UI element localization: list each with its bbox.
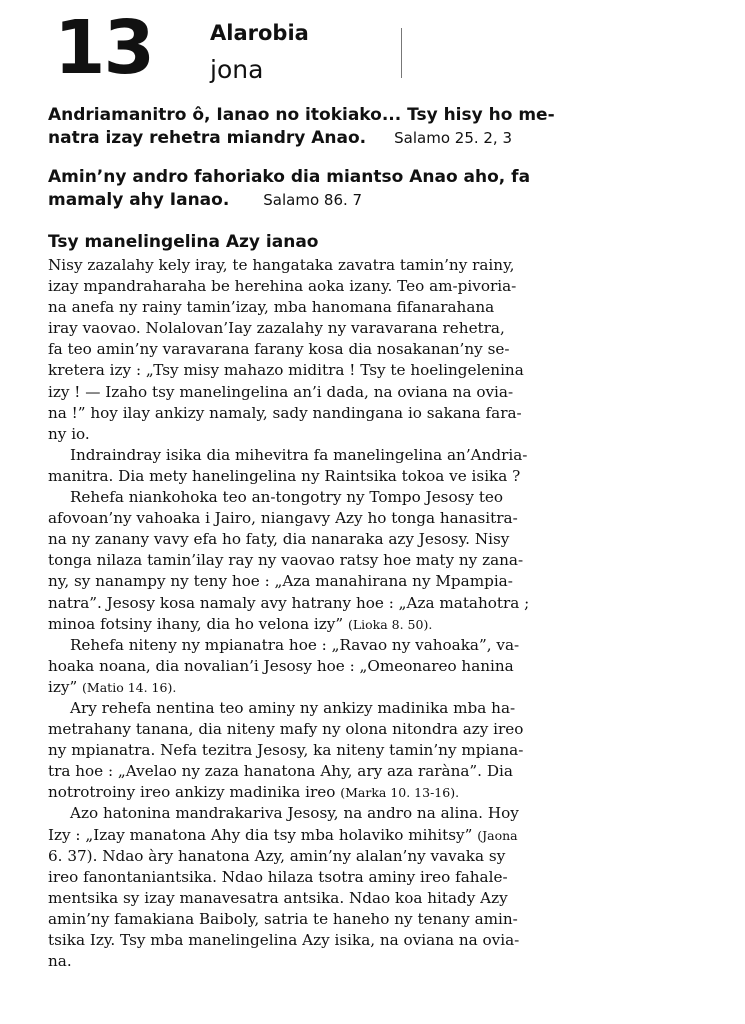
verse-line: Amin’ny andro fahoriako dia miantso Anao aho, fa bbox=[48, 167, 531, 187]
article-line-text: na anefa ny rainy tamin’izay, mba hanomana fifanarahana bbox=[48, 298, 495, 317]
article-line bbox=[48, 571, 693, 592]
article-line-text: hoaka noana, dia novalian’i Jesosy hoe : „Omeonareo hanina bbox=[48, 656, 514, 675]
article-line-text: ny mpianatra. Nefa tezitra Jesosy, ka niteny tamin’ny mpiana- bbox=[48, 741, 524, 760]
article-line-text: manitra. Dia mety hanelingelina ny Raintsika tokoa ve isika ? bbox=[48, 466, 521, 485]
article-line bbox=[48, 339, 693, 360]
article-line-text: notrotroiny ireo ankizy madinika ireo bbox=[48, 783, 336, 802]
scripture-citation: (Jaona bbox=[477, 827, 518, 843]
article-line-text: iray vaovao. Nolalovan’Iay zazalahy ny varavarana rehetra, bbox=[48, 319, 505, 338]
article-line-text: ireo fanontaniantsika. Ndao hilaza tsotra aminy ireo fahale- bbox=[48, 867, 508, 886]
article-line bbox=[48, 888, 693, 909]
verse-quote bbox=[48, 104, 698, 150]
scripture-citation: (Lioka 8. 50). bbox=[347, 616, 433, 632]
header-divider bbox=[401, 28, 402, 78]
article-line-text: Azo hatonina mandrakariva Jesosy, na andro na alina. Hoy bbox=[70, 804, 519, 823]
article-line bbox=[48, 951, 693, 972]
article-line bbox=[48, 550, 693, 571]
article-line bbox=[48, 318, 693, 339]
article-line bbox=[48, 403, 693, 424]
article-line-text: Indraindray isika dia mihevitra fa manelingelina an’Andria- bbox=[70, 445, 528, 464]
article-line-text: tsika Izy. Tsy mba manelingelina Azy isika, na oviana na ovia- bbox=[48, 931, 520, 949]
article-line bbox=[48, 635, 693, 656]
article-line bbox=[48, 656, 693, 677]
article-line-text: na. bbox=[48, 952, 72, 971]
verse-reference: Salamo 25. 2, 3 bbox=[394, 129, 513, 147]
page-header bbox=[0, 0, 745, 100]
article-line-text: izy” bbox=[48, 677, 78, 696]
article-line bbox=[48, 487, 693, 508]
month-label: jona bbox=[210, 55, 264, 84]
article-line bbox=[48, 297, 693, 318]
article-line bbox=[48, 846, 693, 867]
article-title: Tsy manelingelina Azy ianao bbox=[48, 232, 319, 252]
article-line-text: amin’ny famakiana Baiboly, satria te haneho ny tenany amin- bbox=[48, 909, 518, 928]
article-line bbox=[48, 930, 693, 951]
article-line bbox=[48, 698, 693, 719]
article-line-text: ny, sy nanampy ny teny hoe : „Aza manahirana ny Mpampia- bbox=[48, 572, 513, 591]
article-line-text: Izy : „Izay manatona Ahy dia tsy mba holaviko mihitsy” bbox=[48, 825, 473, 844]
article-line bbox=[48, 614, 693, 635]
verse-reference: Salamo 86. 7 bbox=[263, 191, 363, 209]
weekday-label: Alarobia bbox=[210, 21, 309, 45]
article-line bbox=[48, 740, 693, 761]
article-line-text: kretera izy : „Tsy misy mahazo miditra ! Tsy te hoelingelenina bbox=[48, 361, 524, 380]
scripture-citation: (Marka 10. 13-16). bbox=[340, 785, 460, 801]
article-body bbox=[48, 255, 693, 972]
day-number: 13 bbox=[54, 5, 153, 91]
article-line-text: Ary rehefa nentina teo aminy ny ankizy madinika mba ha- bbox=[70, 698, 516, 717]
article-line bbox=[48, 909, 693, 930]
article-line-text: na !” hoy ilay ankizy namaly, sady nandingana io sakana fara- bbox=[48, 403, 522, 422]
article-line-text: fa teo amin’ny varavarana farany kosa dia nosakanan’ny se- bbox=[48, 340, 510, 359]
verse-line: natra izay rehetra miandry Anao. Salamo 25. 2, 3 bbox=[48, 128, 513, 148]
article-line bbox=[48, 761, 693, 782]
article-line-text: metrahany tanana, dia niteny mafy ny olona nitondra azy ireo bbox=[48, 720, 524, 739]
article-line bbox=[48, 276, 693, 297]
article-line-text: mentsika sy izay manavesatra antsika. Ndao koa hitady Azy bbox=[48, 888, 508, 907]
article-line-text: izay mpandraharaha be herehina aoka izany. Teo am-pivoria- bbox=[48, 277, 517, 296]
article-line-text: afovoan’ny vahoaka i Jairo, niangavy Azy ho tonga hanasitra- bbox=[48, 509, 518, 528]
article-line bbox=[48, 825, 693, 846]
article-line bbox=[48, 466, 693, 487]
verse-line: Andriamanitro ô, Ianao no itokiako... Tsy hisy ho me- bbox=[48, 105, 555, 125]
article-line-text: izy ! — Izaho tsy manelingelina an’i dada, na oviana na ovia- bbox=[48, 382, 514, 401]
article-line bbox=[48, 424, 693, 445]
article-line-text: tra hoe : „Avelao ny zaza hanatona Ahy, ary aza raràna”. Dia bbox=[48, 762, 513, 781]
article-line bbox=[48, 382, 693, 403]
article-line bbox=[48, 867, 693, 888]
verse-line: mamaly ahy Ianao. Salamo 86. 7 bbox=[48, 190, 363, 210]
article-line bbox=[48, 445, 693, 466]
article-line bbox=[48, 255, 693, 276]
article-line bbox=[48, 360, 693, 381]
article-line-text: 6. 37). Ndao àry hanatona Azy, amin’ny alalan’ny vavaka sy bbox=[48, 846, 506, 865]
article-line bbox=[48, 803, 693, 824]
article-line bbox=[48, 508, 693, 529]
article-line bbox=[48, 529, 693, 550]
article-line-text: Nisy zazalahy kely iray, te hangataka zavatra tamin’ny rainy, bbox=[48, 256, 515, 274]
verse-quote bbox=[48, 166, 698, 212]
scripture-citation: (Matio 14. 16). bbox=[82, 679, 177, 695]
article-line-text: tonga nilaza tamin’ilay ray ny vaovao ratsy hoe maty ny zana- bbox=[48, 551, 524, 570]
article-line-text: natra”. Jesosy kosa namaly avy hatrany hoe : „Aza matahotra ; bbox=[48, 593, 530, 612]
article-line bbox=[48, 593, 693, 614]
article-line-text: na ny zanany vavy efa ho faty, dia nanaraka azy Jesosy. Nisy bbox=[48, 530, 510, 549]
article-line-text: Rehefa niankohoka teo an-tongotry ny Tompo Jesosy teo bbox=[70, 488, 504, 507]
article-line-text: minoa fotsiny ihany, dia ho velona izy” bbox=[48, 614, 344, 633]
article-line-text: ny io. bbox=[48, 424, 90, 443]
article-line bbox=[48, 719, 693, 740]
article-line bbox=[48, 782, 693, 803]
article-line bbox=[48, 677, 693, 698]
article-line-text: Rehefa niteny ny mpianatra hoe : „Ravao ny vahoaka”, va- bbox=[70, 635, 520, 654]
